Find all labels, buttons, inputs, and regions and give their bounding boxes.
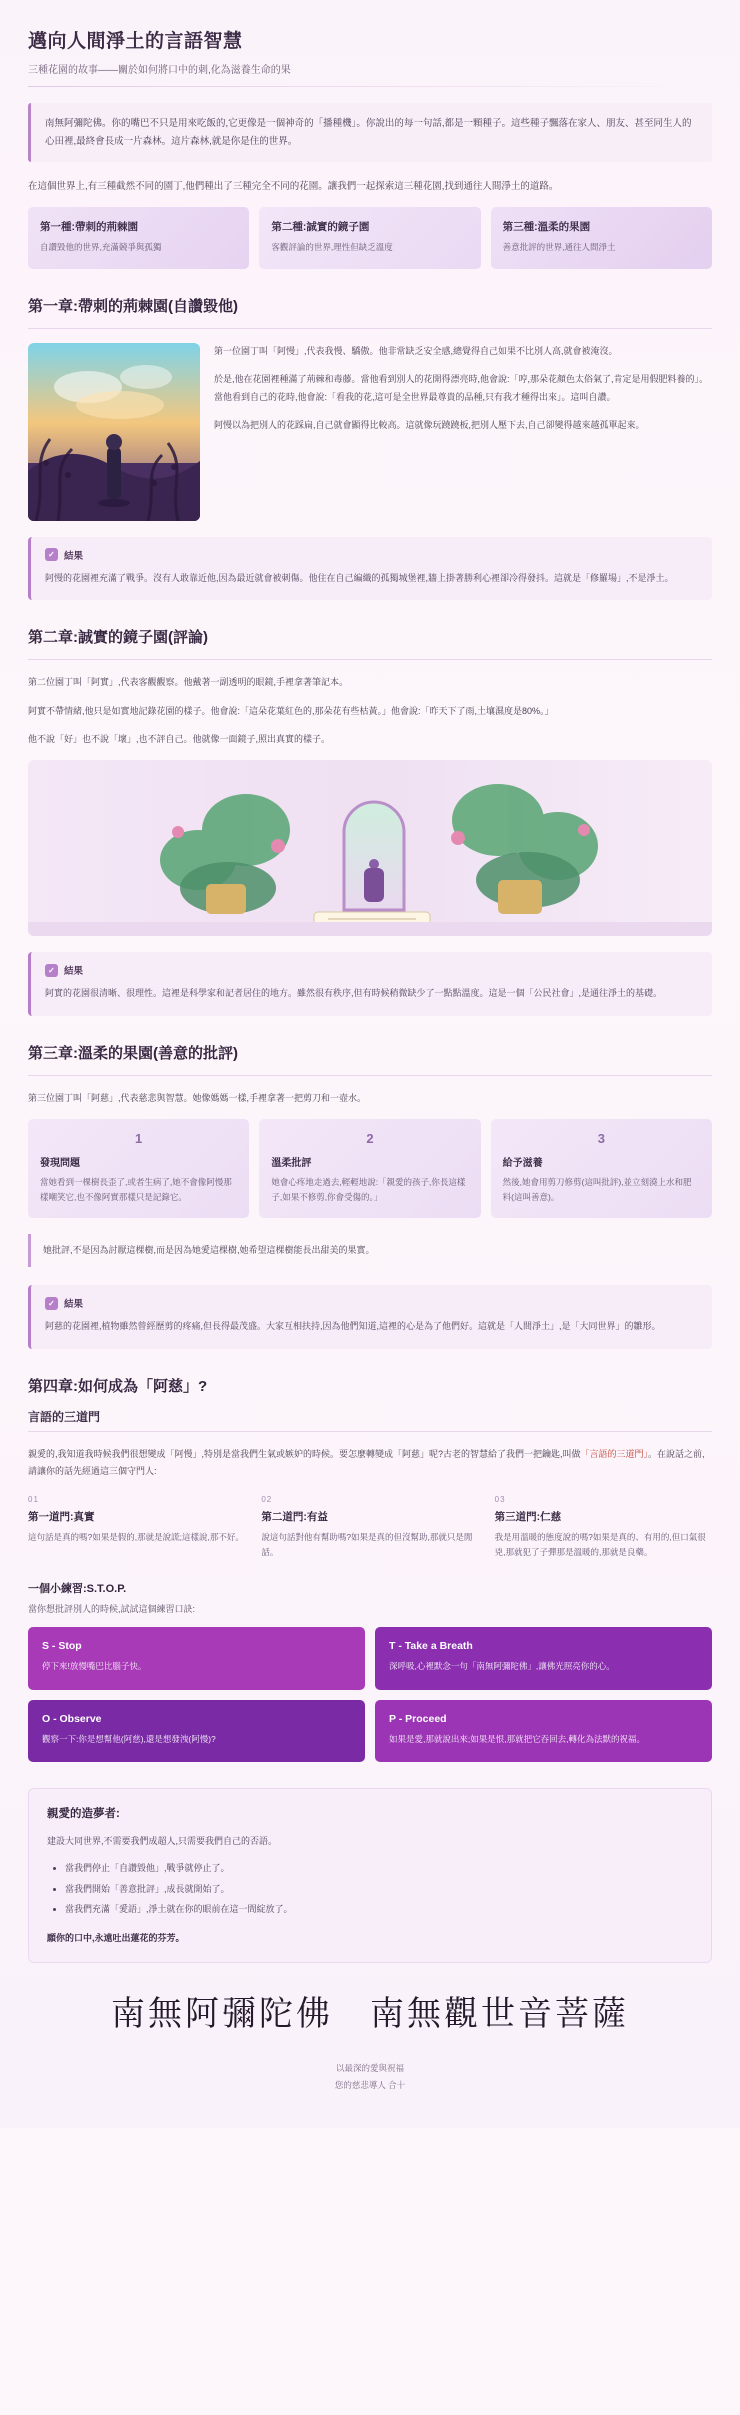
dear-list <box>47 1860 693 1919</box>
chapter-1-heading: 第一章:帶刺的荊棘園(自讚毀他) <box>28 297 238 315</box>
garden-card-2-title: 第二種:誠實的鏡子園 <box>271 221 370 234</box>
stop-card-o <box>28 1700 365 1762</box>
stop-card-p-title: P - Proceed <box>389 1712 447 1725</box>
page-title: 邁向人間淨土的言語智慧 <box>28 31 243 52</box>
chapter-1-divider <box>28 328 712 329</box>
step-card-1 <box>28 1119 249 1218</box>
gate-1 <box>28 1495 245 1561</box>
chapter-1-p2: 於是,他在花園裡種滿了荊棘和毒藤。當他看到別人的花開得漂亮時,他會說:「哼,那朵花顏色太俗氣了,肯定是用假肥料養的」。當他看到自己的花時,他會說:「看我的花,這可是全世界最尊貴的品種,只有我才種得出來」。這叫自讚。 <box>214 374 709 402</box>
chapter-4-lead <box>28 1446 712 1481</box>
check-icon: ✓ <box>45 964 58 977</box>
dear-lead: 建設大同世界,不需要我們成超人,只需要我們自己的否語。 <box>47 1836 278 1847</box>
chapter-3-result-label: 結果 <box>64 1299 84 1311</box>
mantra-text: 南無阿彌陀佛 南無觀世音菩薩 <box>111 1993 629 2034</box>
chapter-3-steps <box>28 1119 712 1218</box>
gate-3 <box>495 1495 712 1561</box>
chapter-4-lead-pre: 親愛的,我知道我時候我們很想變成「阿慢」,特別是當我們生氣或嫉妒的時候。要怎麼轉變成「阿慈」呢?古老的智慧給了我們一把鑰匙,叫做 <box>28 1448 581 1459</box>
list-item: • 當我們充滿「愛語」,淨土就在你的眼前在這一間綻放了。 <box>65 1901 693 1919</box>
chapter-3-intro: 第三位園丁叫「阿慈」,代表慈悲與智慧。她像媽媽一樣,手裡拿著一把剪刀和一壺水。 <box>28 1092 367 1103</box>
thorn-garden-illustration <box>28 343 200 521</box>
chapter-3-heading: 第三章:溫柔的果園(善意的批評) <box>28 1044 238 1062</box>
chapter-2-result-body: 阿實的花園很清晰、很理性。這裡是科學家和記者居住的地方。雖然很有秩序,但有時候稍微缺少了一點點溫度。這是一個「公民社會」,是通往淨土的基礎。 <box>45 988 663 998</box>
gate-3-desc: 我是用溫暖的態度說的嗎?如果是真的、有用的,但口氣很兇,那就犯了子彈那是溫暖的,那就是良藥。 <box>494 1531 706 1557</box>
stop-card-p <box>375 1700 712 1762</box>
garden-card-3 <box>491 207 712 269</box>
stop-card-t <box>375 1627 712 1689</box>
stop-card-t-title: T - Take a Breath <box>389 1640 473 1653</box>
stop-practice-sub: 當你想批評別人的時候,試試這個練習口訣: <box>28 1604 196 1615</box>
step-3-number: 3 <box>597 1131 605 1147</box>
chapter-4-heading: 第四章:如何成為「阿慈」? <box>28 1377 208 1395</box>
dear-title: 親愛的造夢者: <box>47 1808 120 1821</box>
chapter-1-result-label: 結果 <box>64 550 84 562</box>
step-card-3 <box>491 1119 712 1218</box>
step-3-desc: 然後,她會用剪刀修剪(這叫批評),並立刻澆上水和肥料(這叫善意)。 <box>502 1177 692 1202</box>
gate-3-title: 第三道門:仁慈 <box>494 1510 562 1523</box>
chapter-3-result-head <box>45 1296 698 1310</box>
step-card-2 <box>259 1119 480 1218</box>
step-2-desc: 她會心疼地走過去,輕輕地說:「親愛的孩子,你長這樣子,如果不修剪,你會受傷的。」 <box>271 1177 466 1202</box>
step-1-desc: 當她看到一棵樹長歪了,或者生病了,她不會像阿慢那樣嘲笑它,也不像阿實那樣只是記錄它。 <box>40 1177 232 1202</box>
chapter-2-heading: 第二章:誠實的鏡子園(評論) <box>28 629 208 647</box>
stop-card-p-desc: 如果是愛,那就說出來;如果是恨,那就把它吞回去,轉化為法默的祝福。 <box>389 1733 645 1744</box>
check-icon: ✓ <box>45 1297 58 1310</box>
three-gates-list <box>28 1495 712 1561</box>
chapter-4-lead-post: 。在說話之前,請讓你的話先經過這三個守門人: <box>28 1448 705 1477</box>
chapter-3-divider <box>28 1075 712 1076</box>
garden-cards <box>28 207 712 269</box>
stop-card-s-desc: 停下來!放慢嘴巴比腦子快。 <box>42 1661 147 1672</box>
chapter-4-divider <box>28 1431 712 1432</box>
step-1-number: 1 <box>135 1131 143 1147</box>
chapter-3-note: 她批評,不是因為討厭這棵樹,而是因為她愛這棵樹,她希望這棵樹能長出甜美的果實。 <box>28 1234 712 1267</box>
gate-1-number: 01 <box>28 1494 39 1504</box>
garden-card-3-desc: 善意批評的世界,通往人間淨土 <box>502 242 616 253</box>
three-gates-link[interactable]: 「言語的三道門」 <box>580 1448 649 1459</box>
gate-1-title: 第一道門:真實 <box>28 1510 95 1523</box>
gate-3-number: 03 <box>494 1494 506 1504</box>
step-2-title: 溫柔批評 <box>271 1158 312 1170</box>
step-1-title: 發現問題 <box>40 1158 80 1170</box>
stop-cards <box>28 1627 712 1762</box>
stop-practice-title: 一個小練習:S.T.O.P. <box>28 1583 127 1596</box>
chapter-2-result-head <box>45 963 698 977</box>
garden-card-1 <box>28 207 249 269</box>
stop-card-o-desc: 觀察一下:你是想幫他(阿慈),還是想發洩(阿慢)? <box>42 1733 216 1744</box>
stop-card-o-title: O - Observe <box>42 1712 102 1725</box>
gate-2-number: 02 <box>261 1494 273 1504</box>
stop-card-s-title: S - Stop <box>42 1640 82 1653</box>
chapter-2-result <box>28 952 712 1016</box>
gate-2-desc: 說這句話對他有幫助嗎?如果是真的但沒幫助,那就只是閒話。 <box>261 1531 473 1557</box>
garden-card-1-desc: 自讚毀他的世界,充滿競爭與孤獨 <box>40 242 162 253</box>
list-item: • 當我們停止「自讚毀他」,戰爭就停止了。 <box>65 1860 693 1878</box>
list-item: • 當我們開始「善意批評」,成長就開始了。 <box>65 1881 693 1899</box>
chapter-1-p1: 第一位園丁叫「阿慢」,代表我慢、驕傲。他非常缺乏安全感,總覺得自己如果不比別人高,就會被淹沒。 <box>214 345 618 356</box>
chapter-1-body <box>28 343 712 521</box>
chapter-3-result <box>28 1285 712 1349</box>
opening-quote: 南無阿彌陀佛。你的嘴巴不只是用來吃飯的,它更像是一個神奇的「播種機」。你說出的每一句話,都是一顆種子。這些種子飄落在家人、朋友、甚至同生人的心田裡,最終會長成一片森林。這片森林,就是你是住的世界。 <box>28 103 712 162</box>
gate-2-title: 第二道門:有益 <box>261 1510 328 1523</box>
check-icon: ✓ <box>45 548 58 561</box>
chapter-1-result-head <box>45 548 698 562</box>
garden-card-3-title: 第三種:溫柔的果園 <box>502 221 591 234</box>
dear-footer: 願你的口中,永遠吐出蓮花的芬芳。 <box>47 1932 185 1943</box>
gate-1-desc: 這句話是真的嗎?如果是假的,那就是說謊;這樣說,那不好。 <box>28 1531 244 1542</box>
title-divider <box>28 86 712 87</box>
chapter-2-p3: 他不說「好」也不說「壞」,也不評自己。他就像一面鏡子,照出真實的樣子。 <box>28 734 331 745</box>
chapter-2-result-label: 結果 <box>64 966 84 977</box>
chapter-1-result-body: 阿慢的花園裡充滿了戰爭。沒有人敢靠近他,因為最近就會被刺傷。他住在自己編織的孤獨城堡裡,牆上掛著勝利心裡卻冷得發抖。這就是「修羅場」,不是淨土。 <box>45 572 674 583</box>
garden-card-1-title: 第一種:帶刺的荊棘園 <box>40 221 138 234</box>
dear-dreamer-box <box>28 1788 712 1963</box>
closing-line-2: 您的慈悲導人 合十 <box>334 2079 406 2090</box>
closing-block <box>28 2060 712 2094</box>
stop-card-s <box>28 1627 365 1689</box>
chapter-3-result-body: 阿慈的花園裡,植物雖然曾經歷剪的疼痛,但長得最茂盛。大家互相扶持,因為他們知道,這裡的心是為了他們好。這就是「人間淨土」,是「大同世界」的雛形。 <box>45 1321 661 1332</box>
chapter-1-text <box>214 343 712 446</box>
garden-card-2-desc: 客觀評論的世界,理性但缺乏溫度 <box>271 242 393 253</box>
chapter-2-p1: 第二位園丁叫「阿實」,代表客觀觀察。他戴著一副透明的眼鏡,手裡拿著筆記本。 <box>28 677 349 688</box>
chapter-2-divider <box>28 659 712 660</box>
garden-card-2 <box>259 207 480 269</box>
page-subtitle: 三種花園的故事——關於如何將口中的刺,化為滋養生命的果 <box>28 65 291 76</box>
mirror-garden-illustration <box>28 760 712 936</box>
chapter-2-p2: 阿實不帶情緒,他只是如實地記錄花園的樣子。他會說:「這朵花葉紅色的,那朵花有些枯黃。」他會說:「昨天下了雨,土壤濕度是80%。」 <box>28 705 554 716</box>
chapter-4-subheading: 言語的三道門 <box>28 1409 101 1424</box>
chapter-1-result <box>28 537 712 601</box>
gate-2 <box>261 1495 478 1561</box>
step-2-number: 2 <box>366 1131 374 1147</box>
chapter-1-p3: 阿慢以為把別人的花踩扁,自己就會顯得比較高。這就像玩蹺蹺板,把別人壓下去,自己卻變得越來越孤單起來。 <box>214 420 645 431</box>
step-3-title: 給予滋養 <box>502 1158 543 1170</box>
intro-paragraph: 在這個世界上,有三種截然不同的園丁,他們種出了三種完全不同的花園。讓我們一起探索這三種花園,找到通往人間淨土的道路。 <box>28 181 559 193</box>
closing-line-1: 以最深的愛與祝福 <box>335 2062 404 2073</box>
stop-card-t-desc: 深呼吸,心裡默念一句「南無阿彌陀佛」,讓佛光照亮你的心。 <box>389 1661 615 1672</box>
